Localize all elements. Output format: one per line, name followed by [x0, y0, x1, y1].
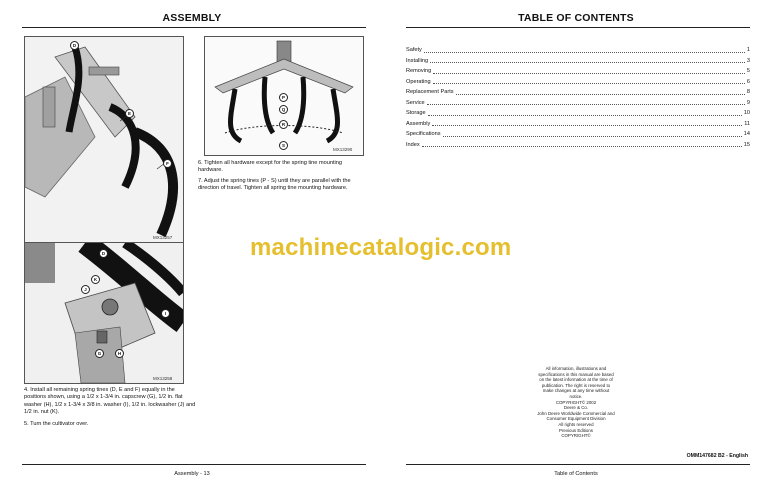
figure-spring-tine-side	[24, 36, 184, 244]
figure-tine-hardware	[24, 242, 184, 384]
toc-entry[interactable]	[406, 56, 750, 67]
header-rule	[22, 27, 366, 28]
toc-page: 5	[746, 68, 750, 74]
callout-e: E	[125, 109, 134, 118]
tine-hardware-illustration	[25, 243, 183, 383]
callout-d: D	[99, 249, 108, 258]
toc-list	[406, 45, 750, 150]
toc-label: Storage	[406, 110, 426, 116]
callout-j: J	[81, 285, 90, 294]
page-footer: Table of Contents	[554, 471, 598, 477]
page-footer: Assembly - 13	[174, 471, 210, 477]
step-6: 6. Tighten all hardware except for the spring tine mounting hardware.	[198, 160, 342, 174]
toc-label: Assembly	[406, 120, 431, 127]
toc-page: 9	[746, 99, 750, 106]
callout-d: D	[70, 41, 79, 50]
toc-entry[interactable]	[406, 66, 750, 77]
callout-s: S	[279, 141, 288, 150]
watermark: machinecatalogic.com	[250, 234, 512, 261]
toc-page: 8	[746, 89, 750, 95]
callout-r: R	[279, 120, 288, 129]
toc-page: 14	[743, 131, 750, 137]
callout-f: F	[163, 159, 172, 168]
toc-label: Operating	[406, 78, 431, 85]
header-rule	[406, 27, 750, 28]
callout-p: P	[279, 93, 288, 102]
callout-h: H	[115, 349, 124, 358]
toc-label: Safety	[406, 47, 422, 53]
step-7: 7. Adjust the spring tines (P - S) until they are parallel with the direction of travel. Tighten all spring tine mounting hardware.	[198, 178, 351, 192]
toc-page: 3	[746, 57, 750, 64]
toc-entry[interactable]	[406, 119, 750, 130]
toc-entry[interactable]	[406, 108, 750, 119]
manual-id: OMM147682 B2 - English	[686, 453, 748, 459]
toc-page: 11	[744, 120, 750, 127]
step-4: 4. Install all remaining spring tines (D, E and F) equally in the positions shown, using a 1/2 x 1-3/4 in. capscrew (G), 1/2 in. flat washer (H), 1/2 x 1-3/4 x 3/8 in. washer (I), 1/2 in. lockwasher (J) and 1/2 in. nut (K).	[24, 387, 196, 415]
figure-code: MX13258	[153, 376, 173, 381]
footer-rule	[406, 464, 750, 465]
toc-label: Removing	[406, 68, 432, 74]
callout-k: K	[91, 275, 100, 284]
toc-page: 6	[746, 78, 750, 85]
toc-page: 1	[746, 47, 750, 53]
toc-label: Index	[406, 141, 420, 148]
toc-entry[interactable]	[406, 98, 750, 109]
copyright-notice: All information, illustrations and specifications in this manual are based on the latest information at the time of publication. The right is reserved to make changes at any time without notice. COPYRIGHT© 2002 Deere & Co. John Deere Worldwide Commercial and Consumer Equipment Division All rights reserved Previous Editions COPYRIGHT©	[537, 366, 615, 439]
callout-i: I	[161, 309, 170, 318]
toc-label: Service	[406, 99, 425, 106]
callout-g: G	[95, 349, 104, 358]
toc-entry[interactable]	[406, 140, 750, 151]
toc-entry[interactable]	[406, 129, 750, 140]
toc-page: 10	[743, 110, 750, 116]
figure-code: MX13290	[333, 147, 353, 152]
toc-label: Installing	[406, 57, 429, 64]
footer-rule	[22, 464, 366, 465]
toc-entry[interactable]	[406, 87, 750, 98]
toc-entry[interactable]	[406, 77, 750, 88]
toc-entry[interactable]	[406, 45, 750, 56]
toc-label: Replacement Parts	[406, 89, 454, 95]
step-5: 5. Turn the cultivator over.	[24, 421, 89, 427]
page-header: TABLE OF CONTENTS	[518, 12, 634, 24]
toc-page: 15	[743, 141, 750, 148]
toc-label: Specifications	[406, 131, 441, 137]
callout-q: Q	[279, 105, 288, 114]
figure-code: MX13257	[153, 235, 173, 240]
page-header: ASSEMBLY	[162, 12, 222, 24]
figure-spring-tine-rear	[204, 36, 364, 156]
tine-side-illustration	[25, 37, 183, 243]
